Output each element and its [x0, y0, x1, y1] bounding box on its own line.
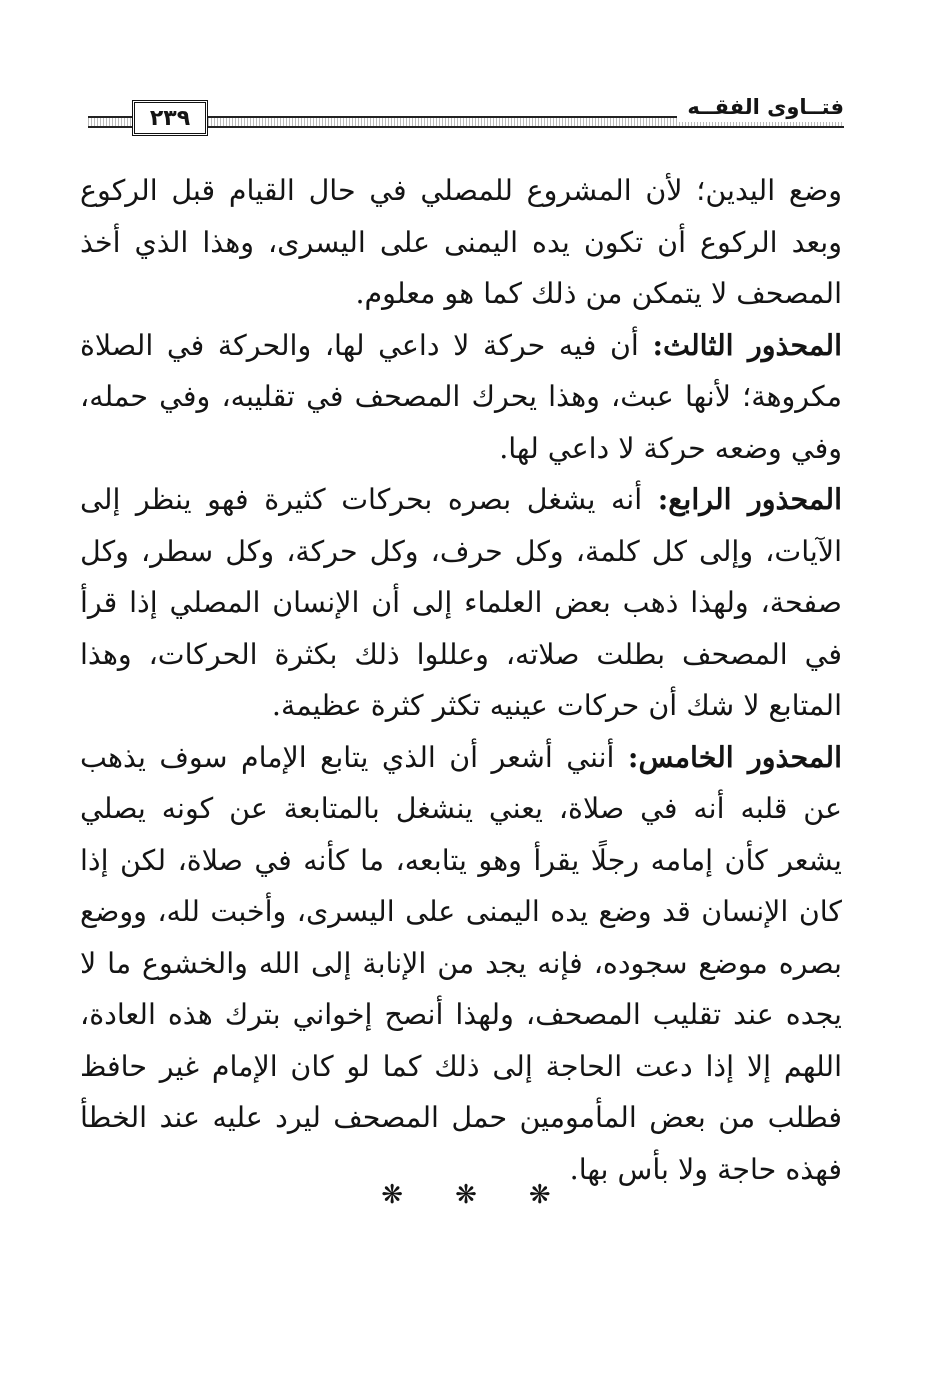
paragraph — [80, 165, 842, 320]
section-separator — [0, 1180, 936, 1210]
paragraph-heading: المحذور الرابع: — [657, 482, 842, 516]
paragraph-heading: المحذور الثالث: — [652, 327, 842, 362]
page-header — [88, 92, 844, 136]
asterism-star: ❋ — [381, 1180, 408, 1210]
paragraph-text: أنه يشغل بصره بحركات كثيرة فهو ينظر إلى الآيات، وإلى كل كلمة، وكل حرف، وكل حركة، وكل سطر، وكل صفحة، ولهذا ذهب بعض العلماء إلى أن الإنسان المصلي إذا قرأ في المصحف بطلت صلاته، وعللوا ذلك بكثرة الحركات، وهذا المتابع لا شك أن حركات عينيه تكثر كثرة عظيمة. — [80, 483, 842, 722]
paragraph-text: وضع اليدين؛ لأن المشروع للمصلي في حال القيام قبل الركوع وبعد الركوع أن تكون يده اليمنى على اليسرى، وهذا الذي أخذ المصحف لا يتمكن من ذلك كما هو معلوم. — [80, 174, 842, 310]
paragraph — [80, 732, 842, 1196]
asterism-star: ❋ — [455, 1180, 481, 1210]
paragraph-text: أن فيه حركة لا داعي لها، والحركة في الصلاة مكروهة؛ لأنها عبث، وهذا يحرك المصحف في تقليبه، وفي حمله، وفي وضعه حركة لا داعي لها. — [80, 328, 842, 465]
book-title: فتــاوى الفقــه — [677, 92, 844, 122]
paragraph-heading: المحذور الخامس: — [627, 739, 842, 774]
paragraph — [80, 474, 842, 732]
paragraph — [80, 320, 842, 475]
paragraph-text: أنني أشعر أن الذي يتابع الإمام سوف يذهب عن قلبه أنه في صلاة، يعني ينشغل بالمتابعة عن كونه يصلي يشعر كأن إمامه رجلًا يقرأ وهو يتابعه، ما كأنه في صلاة، لكن إذا كان الإنسان قد وضع يده اليمنى على اليسرى، وأخبت لله، ووضع بصره موضع سجوده، فإنه يجد من الإنابة إلى الله والخشوع ما لا يجده عند تقليب المصحف، ولهذا أنصح إخواني بترك هذه العادة، اللهم إلا إذا دعت الحاجة إلى ذلك كما لو كان الإمام غير حافظ فطلب من بعض المأمومين حمل المصحف ليرد عليه عند الخطأ فهذه حاجة ولا بأس بها. — [80, 740, 842, 1186]
asterism-star: ❋ — [528, 1180, 555, 1210]
page-body — [80, 165, 842, 1195]
page-number: ٢٣٩ — [132, 100, 208, 136]
